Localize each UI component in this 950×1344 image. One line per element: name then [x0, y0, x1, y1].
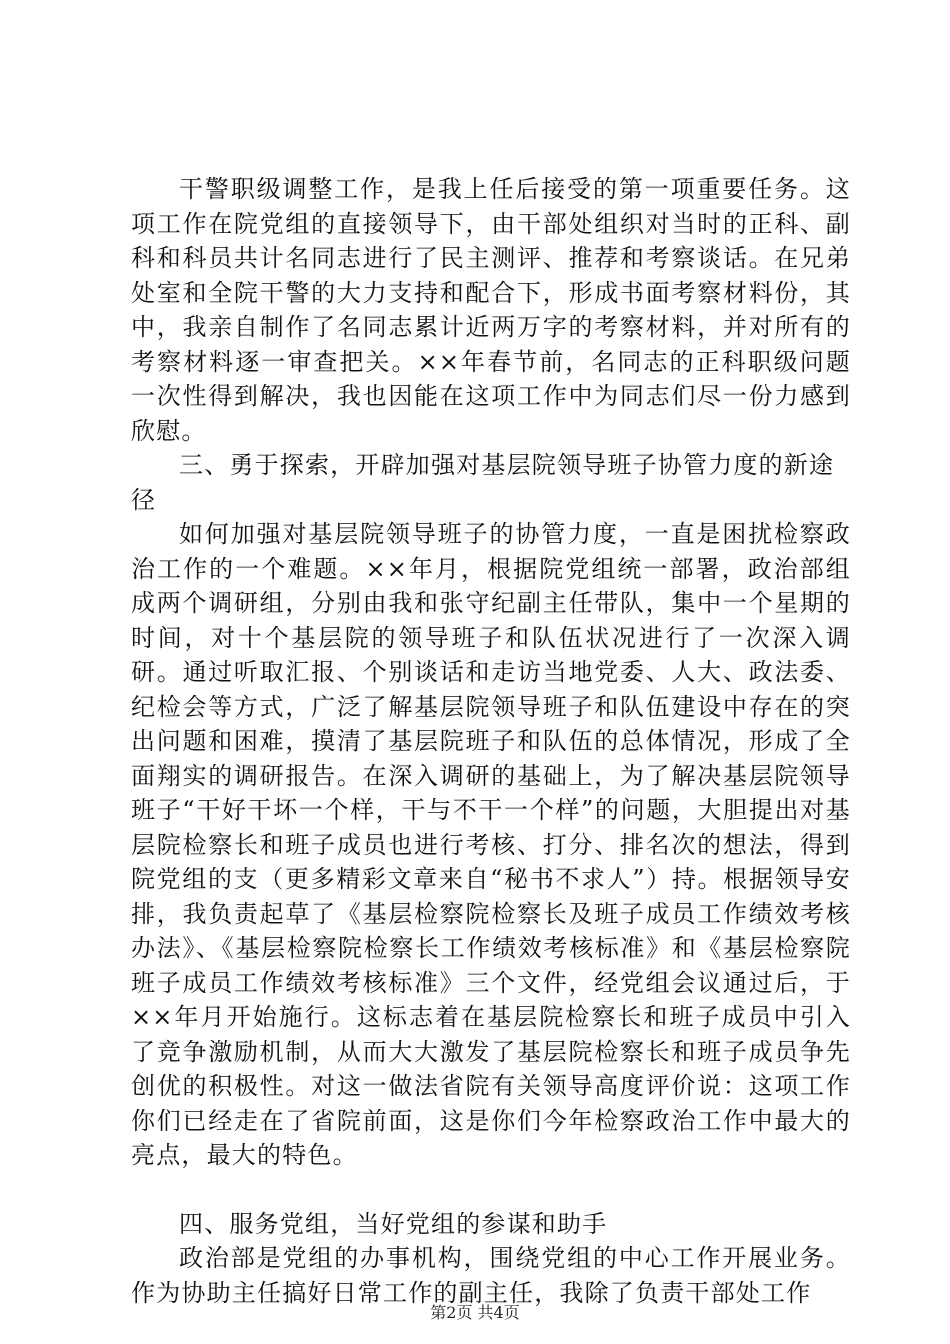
page-number-footer: 第2页 共4页 [430, 1303, 520, 1322]
section-heading-four: 四、服务党组，当好党组的参谋和助手 [179, 1209, 608, 1238]
paragraph-cadre-rank-adjustment: 干警职级调整工作，是我上任后接受的第一项重要任务。这项工作在院党组的直接领导下，由干部处组织对当时的正科、副科和科员共计名同志进行了民主测评、推荐和考察谈话。在兄弟处室和全院干警的大力支持和配合下，形成书面考察材料份，其中，我亲自制作了名同志累计近两万字的考察材料，并对所有的考察材料逐一审查把关。××年春节前，名同志的正科职级问题一次性得到解决，我也因能在这项工作中为同志们尽一份力感到欣慰。 [131, 175, 851, 445]
paragraph-spacer [131, 1173, 851, 1207]
paragraph-serve-party-group: 政治部是党组的办事机构，围绕党组的中心工作开展业务。作为协助主任搞好日常工作的副主任，我除了负责干部处工作 [131, 1244, 851, 1307]
paragraph-grassroots-leadership: 如何加强对基层院领导班子的协管力度，一直是困扰检察政治工作的一个难题。××年月，根据院党组统一部署，政治部组成两个调研组，分别由我和张守纪副主任带队，集中一个星期的时间，对十个基层院的领导班子和队伍状况进行了一次深入调研。通过听取汇报、个别谈话和走访当地党委、人大、政法委、纪检会等方式，广泛了解基层院领导班子和队伍建设中存在的突出问题和困难，摸清了基层院班子和队伍的总体情况，形成了全面翔实的调研报告。在深入调研的基础上，为了解决基层院领导班子“干好干坏一个样，干与不干一个样”的问题，大胆提出对基层院检察长和班子成员也进行考核、打分、排名次的想法，得到院党组的支（更多精彩文章来自“秘书不求人”）持。根据领导安排，我负责起草了《基层检察院检察长及班子成员工作绩效考核办法》、《基层检察院检察长工作绩效考核标准》和《基层检察院班子成员工作绩效考核标准》三个文件，经党组会议通过后，于××年月开始施行。这标志着在基层院检察长和班子成员中引入了竞争激励机制，从而大大激发了基层院检察长和班子成员争先创优的积极性。对这一做法省院有关领导高度评价说：这项工作你们已经走在了省院前面，这是你们今年检察政治工作中最大的亮点，最大的特色。 [131, 520, 851, 1169]
section-heading-three: 三、勇于探索，开辟加强对基层院领导班子协管力度的新途径 [131, 451, 835, 514]
document-body [131, 172, 851, 1310]
